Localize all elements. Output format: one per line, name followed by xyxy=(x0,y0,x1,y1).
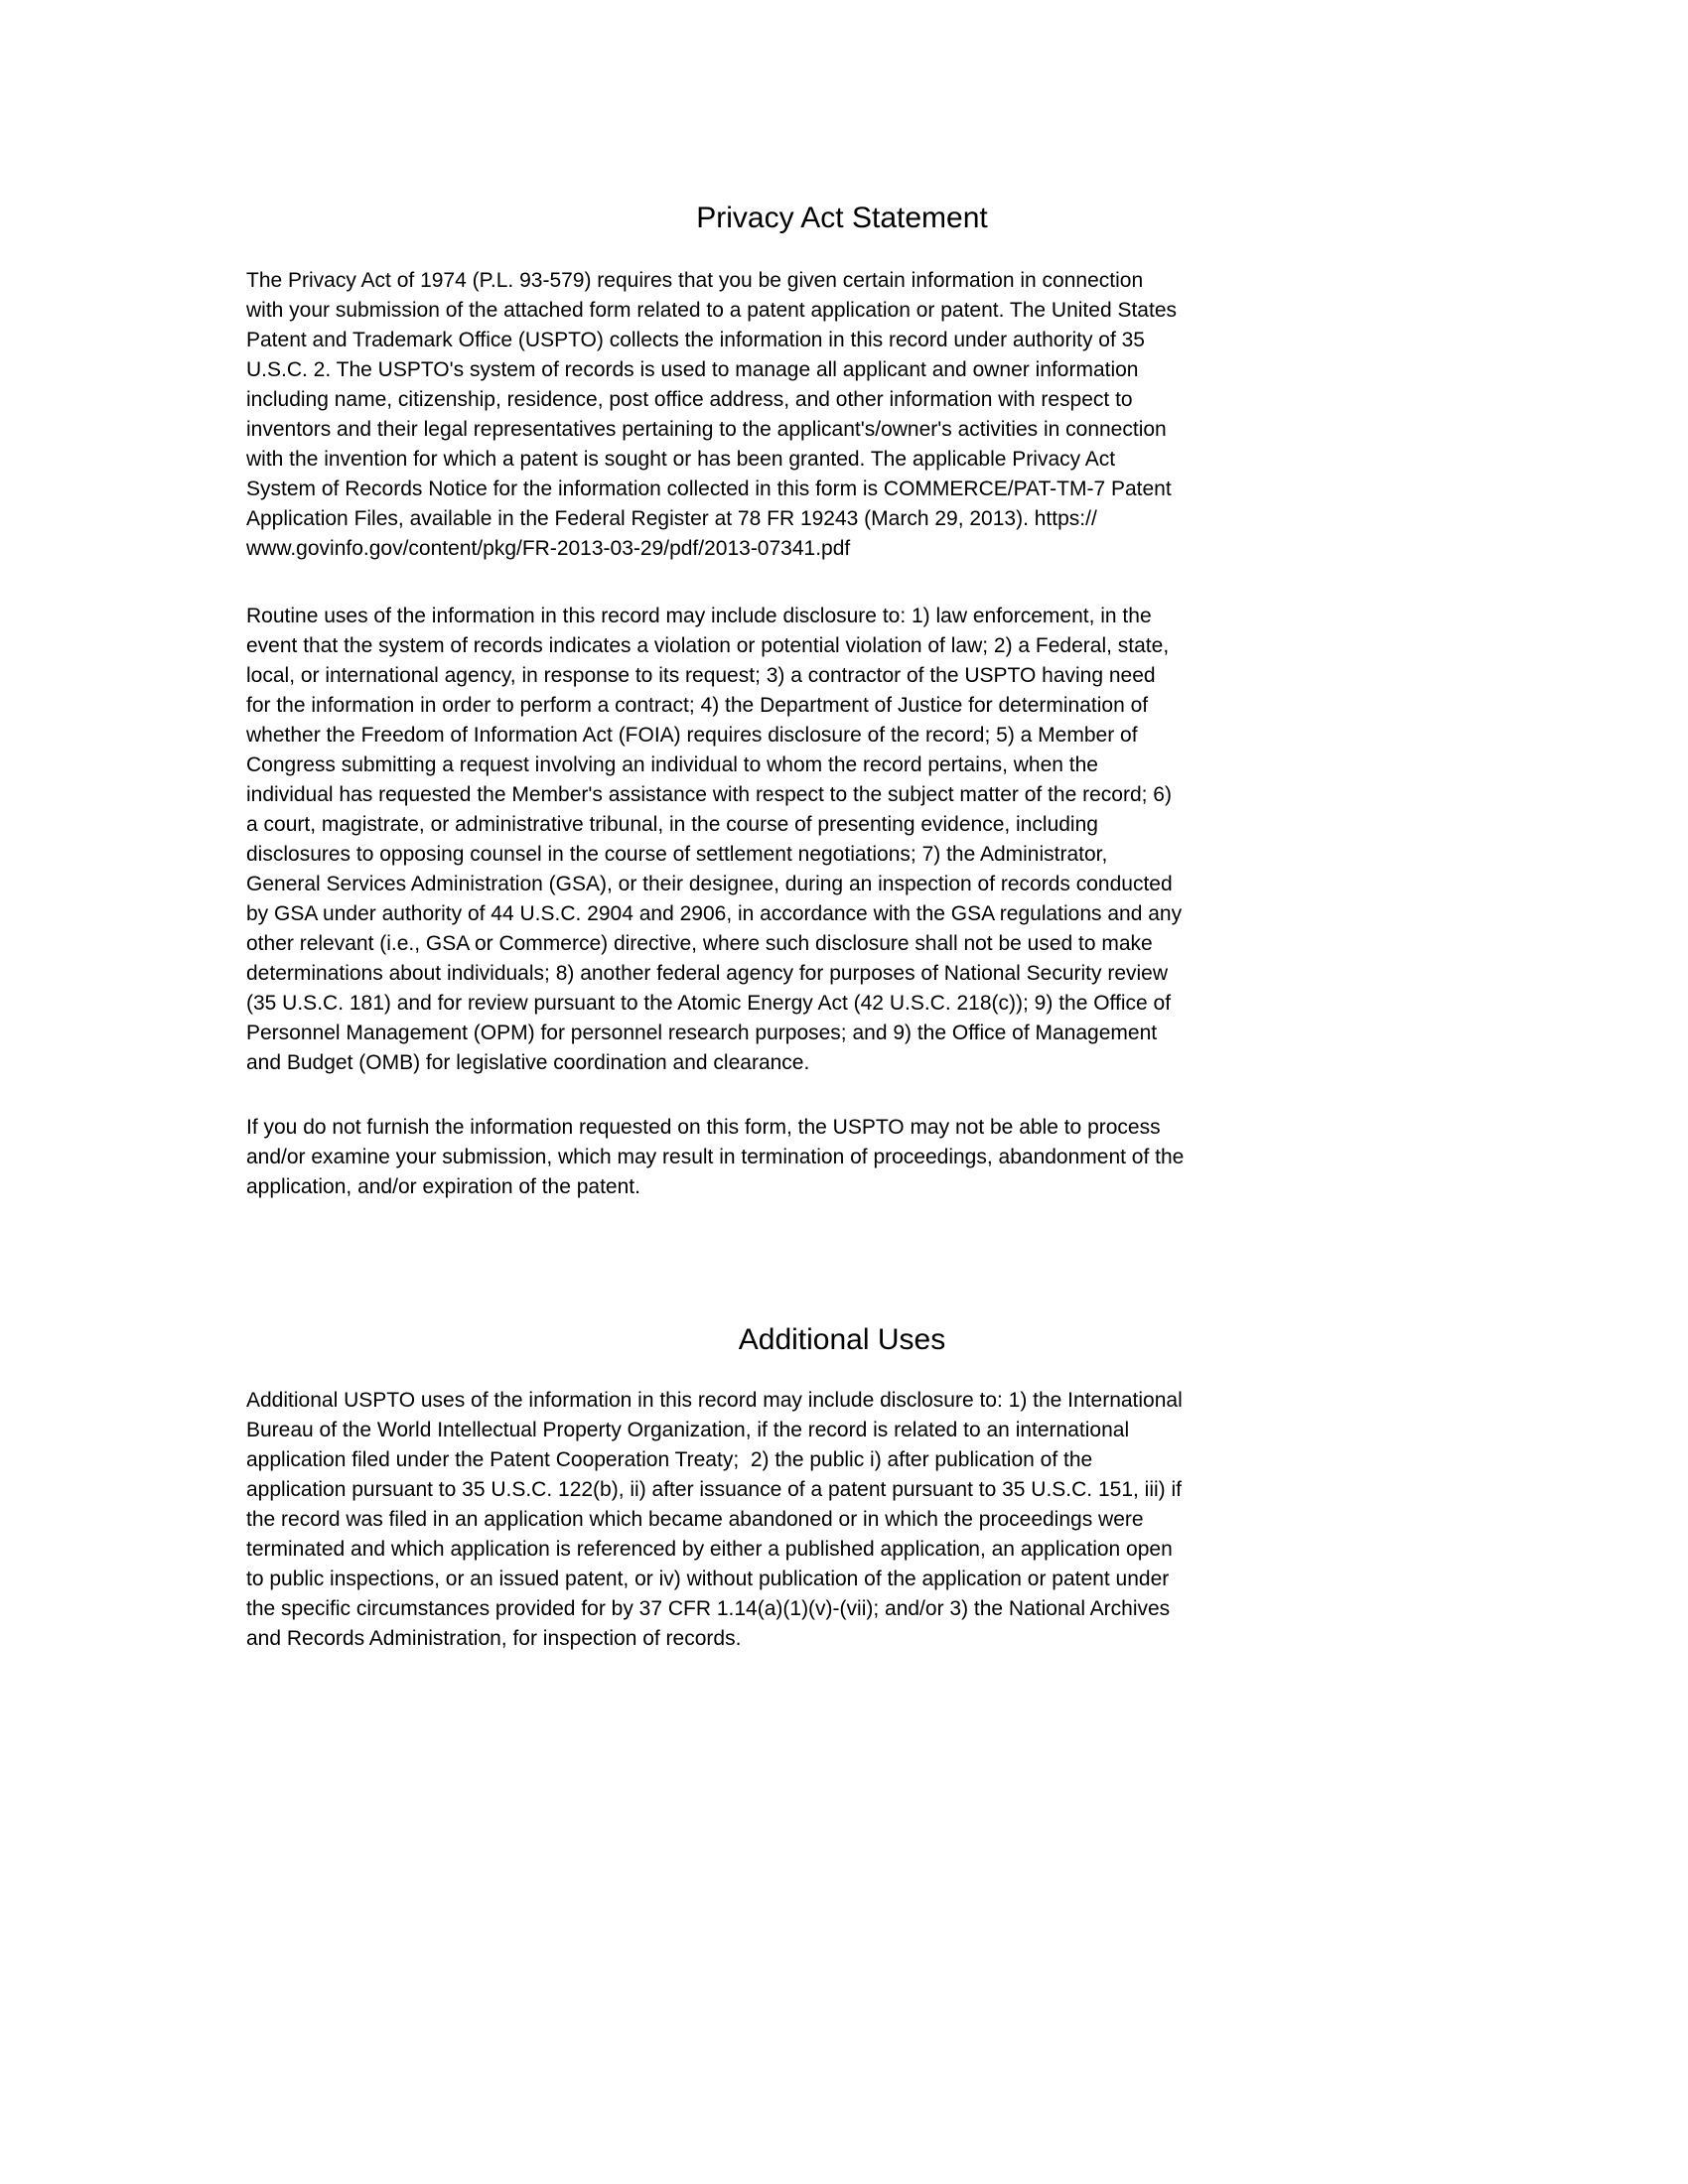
privacy-act-paragraph-1: The Privacy Act of 1974 (P.L. 93-579) requires that you be given certain information in connection with your submission of the attached form related to a patent application or patent. The United States Patent and Trademark Office (USPTO) collects the information in this record under authority of 35 U.S.C. 2. The USPTO's system of records is used to manage all applicant and owner information including name, citizenship, residence, post office address, and other information with respect to inventors and their legal representatives pertaining to the applicant's/owner's activities in connection with the invention for which a patent is sought or has been granted. The applicable Privacy Act System of Records Notice for the information collected in this form is COMMERCE/PAT-TM-7 Patent Application Files, available in the Federal Register at 78 FR 19243 (March 29, 2013). https:// www.govinfo.gov/content/pkg/FR-2013-03-29/pdf/2013-07341.pdf xyxy=(246,269,1177,560)
additional-uses-heading: Additional Uses xyxy=(738,1323,946,1356)
privacy-act-paragraph-2-routine-uses: Routine uses of the information in this record may include disclosure to: 1) law enforcement, in the event that the system of records indicates a violation or potential violation of law; 2) a Federal, state, local, or international agency, in response to its request; 3) a contractor of the USPTO having need for the information in order to perform a contract; 4) the Department of Justice for determination of whether the Freedom of Information Act (FOIA) requires disclosure of the record; 5) a Member of Congress submitting a request involving an individual to whom the record pertains, when the individual has requested the Member's assistance with respect to the subject matter of the record; 6) a court, magistrate, or administrative tribunal, in the course of presenting evidence, including disclosures to opposing counsel in the course of settlement negotiations; 7) the Administrator, General Services Administration (GSA), or their designee, during an inspection of records conducted by GSA under authority of 44 U.S.C. 2904 and 2906, in accordance with the GSA regulations and any other relevant (i.e., GSA or Commerce) directive, where such disclosure shall not be used to make determinations about individuals; 8) another federal agency for purposes of National Security review (35 U.S.C. 181) and for review pursuant to the Atomic Energy Act (42 U.S.C. 218(c)); 9) the Office of Personnel Management (OPM) for personnel research purposes; and 9) the Office of Management and Budget (OMB) for legislative coordination and clearance. xyxy=(246,605,1183,1074)
section-additional-uses xyxy=(246,1322,1438,1654)
privacy-act-statement-heading: Privacy Act Statement xyxy=(696,202,988,234)
additional-uses-paragraph-1: Additional USPTO uses of the information in this record may include disclosure to: 1) the International Bureau of the World Intellectual Property Organization, if the record is related to an international application filed under the Patent Cooperation Treaty; 2) the public i) after publication of the application pursuant to 35 U.S.C. 122(b), ii) after issuance of a patent pursuant to 35 U.S.C. 151, iii) if the record was filed in an application which became abandoned or in which the proceedings were terminated and which application is referenced by either a published application, an application open to public inspections, or an issued patent, or iv) without publication of the application or patent under the specific circumstances provided for by 37 CFR 1.14(a)(1)(v)-(vii); and/or 3) the National Archives and Records Administration, for inspection of records. xyxy=(246,1389,1183,1650)
privacy-act-paragraph-3-non-furnish-notice: If you do not furnish the information requested on this form, the USPTO may not be able to process and/or examine your submission, which may result in termination of proceedings, abandonment of the application, and/or expiration of the patent. xyxy=(246,1116,1185,1198)
document-page xyxy=(246,0,1438,1654)
section-privacy-act-statement xyxy=(246,201,1438,1202)
